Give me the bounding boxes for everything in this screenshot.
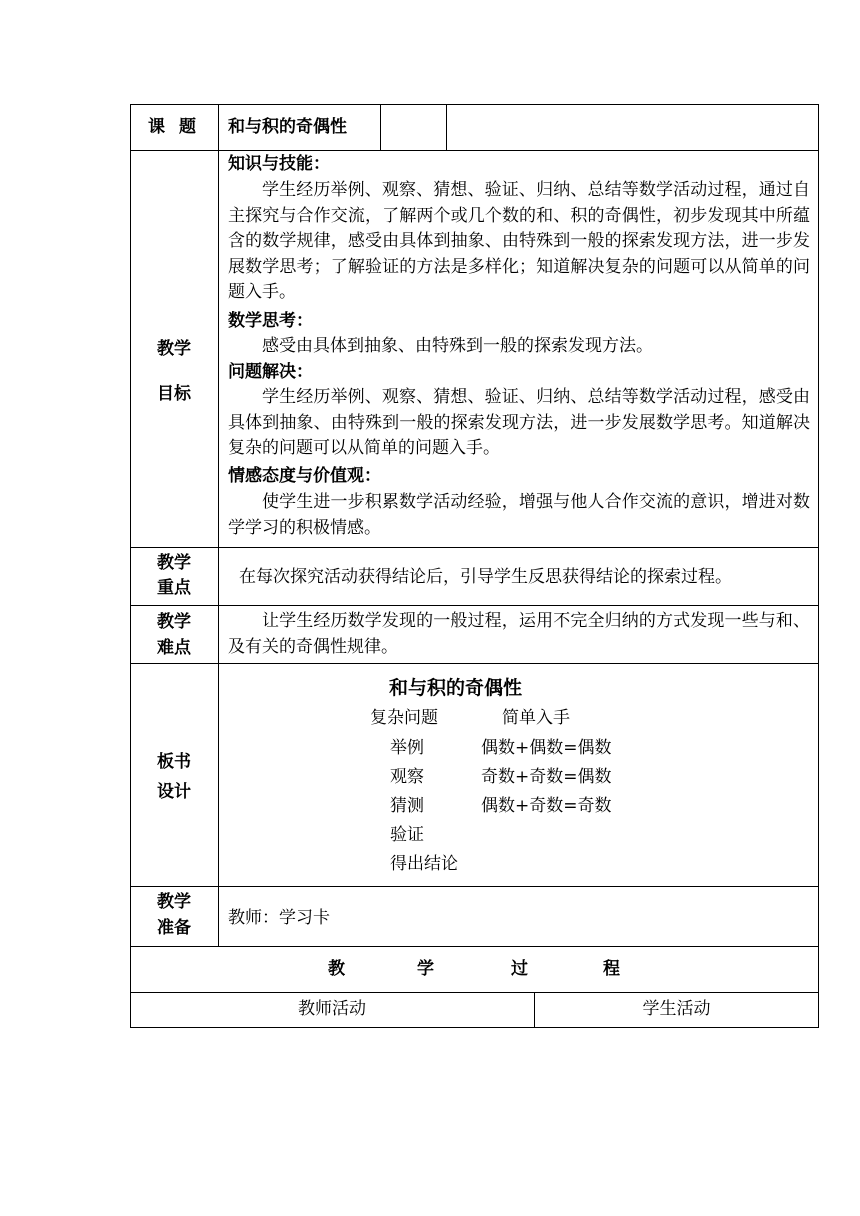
table-border [130,1027,819,1028]
table-border [130,663,819,664]
key-points-label-line1: 教学 [157,553,191,573]
board-step: 得出结论 [390,854,458,874]
course-label: 课 题 [148,117,200,137]
board-label-line2: 设计 [157,782,191,802]
section-heading-thinking: 数学思考： [228,311,313,331]
student-activity-header: 学生活动 [642,999,711,1019]
section-text-problem: 学生经历举例、观察、猜想、验证、归纳、总结等数学活动过程，感受由具体到抽象、由特殊到一般的探索发现方法，进一步发展数学思考。知道解决复杂的问题可以从简单的问题入手。 [228,387,810,458]
table-border [130,605,819,606]
board-right-heading: 简单入手 [502,708,570,728]
table-border [380,104,381,150]
board-step: 观察 [390,767,424,787]
board-step: 验证 [390,825,424,845]
section-heading-knowledge: 知识与技能： [228,154,330,174]
section-heading-attitude: 情感态度与价值观： [228,466,381,486]
objectives-label-line2: 目标 [157,384,191,404]
board-label-line1: 板书 [157,752,191,772]
table-border [818,104,819,1028]
preparation-label-line2: 准备 [157,918,191,938]
table-border [130,946,819,947]
board-rule: 偶数+偶数=偶数 [481,738,612,758]
table-border [130,886,819,887]
process-title-char: 教 [328,959,345,979]
preparation-label-line1: 教学 [157,892,191,912]
board-step: 猜测 [390,796,424,816]
difficulties-label-line2: 难点 [157,638,191,658]
key-points-label-line2: 重点 [157,578,191,598]
table-border [130,992,819,993]
board-rule: 偶数+奇数=奇数 [481,796,612,816]
table-border [130,150,819,151]
section-text-knowledge: 学生经历举例、观察、猜想、验证、归纳、总结等数学活动过程，通过自主探究与合作交流，了解两个或几个数的和、积的奇偶性，初步发现其中所蕴含的数学规律，感受由具体到抽象、由特殊到一般的探索发现方法，进一步发展数学思考；了解验证的方法是多样化；知道解决复杂的问题可以从简单的问题入手。 [228,180,810,302]
table-border [218,104,219,946]
course-title: 和与积的奇偶性 [228,117,347,137]
process-title-char: 学 [417,959,434,979]
board-left-heading: 复杂问题 [370,708,438,728]
board-rule: 奇数+奇数=偶数 [481,767,612,787]
table-border [130,104,819,105]
table-border [130,547,819,548]
difficulties-label-line1: 教学 [157,612,191,632]
preparation-text: 教师：学习卡 [228,908,330,928]
process-title-char: 过 [511,959,528,979]
process-title-char: 程 [603,959,620,979]
board-title: 和与积的奇偶性 [389,677,523,699]
section-text-attitude: 使学生进一步积累数学活动经验，增强与他人合作交流的意识，增进对数学学习的积极情感。 [228,492,810,538]
board-step: 举例 [390,738,424,758]
section-heading-problem: 问题解决： [228,362,313,382]
table-border [446,104,447,150]
key-points-text: 在每次探究活动获得结论后，引导学生反思获得结论的探索过程。 [239,567,732,587]
teacher-activity-header: 教师活动 [298,999,366,1019]
objectives-label-line1: 教学 [157,339,191,359]
section-text-thinking: 感受由具体到抽象、由特殊到一般的探索发现方法。 [262,336,653,356]
difficulties-text: 让学生经历数学发现的一般过程，运用不完全归纳的方式发现一些与和、及有关的奇偶性规律。 [228,611,810,657]
